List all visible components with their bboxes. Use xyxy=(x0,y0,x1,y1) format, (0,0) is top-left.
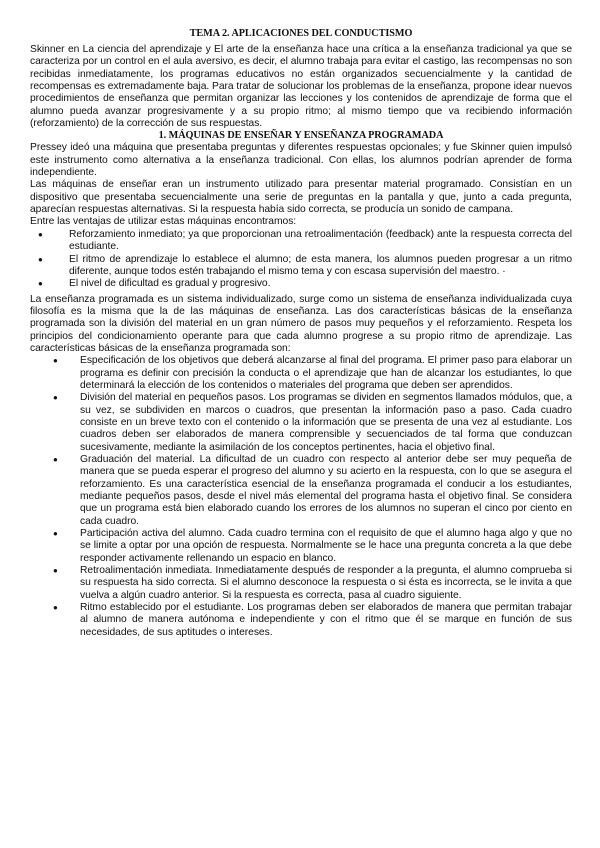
machines-paragraph: Las máquinas de enseñar eran un instrumento utilizado para presentar material programado. Consistían en un dispositivo que presentaba secuencialmente una serie de preguntas en la pantalla y que, junto a cada pregunta, aparecían respuestas alternativas. Si la respuesta había sido correcta, se producía un sonido de campana. xyxy=(30,179,572,216)
advantages-intro: Entre las ventajas de utilizar estas máquinas encontramos: xyxy=(30,216,297,228)
list-item: ● Reforzamiento inmediato; ya que proporcionan una retroalimentación (feedback) ante la respuesta correcta del estudiante. xyxy=(38,229,572,254)
intro-paragraph: Skinner en La ciencia del aprendizaje y El arte de la enseñanza hace una crítica a la enseñanza tradicional ya que se caracteriza por un control en el aula aversivo, es decir, el alumno trabaja para evitar el castigo, las recompensas no son recibidas inmediatamente, los programas educativos no están organizados secuencialmente y la cantidad de recompensas es extremadamente baja. Para tratar de solucionar los problemas de la enseñanza, propone idear nuevos procedimientos de enseñanza que permitan organizar las lecciones y los contenidos de aprendizaje de forma que el alumno pueda avanzar progresivamente y a su propio ritmo; al mismo tiempo que va recibiendo información (reforzamiento) de la corrección de sus respuestas. xyxy=(30,44,572,130)
list-item: ● Ritmo establecido por el estudiante. Los programas deben ser elaborados de manera que permitan trabajar al alumno de manera autónoma e independiente y con el ritmo que él se marque en función de sus necesidades, de sus aptitudes o intereses. xyxy=(53,602,572,639)
advantages-list xyxy=(30,229,572,291)
programmed-paragraph: La enseñanza programada es un sistema individualizado, surge como un sistema de enseñanza individualizada cuya filosofía es la misma que la de las máquinas de enseñanza. Las dos características básicas de la enseñanza programada son la división del material en un gran número de pasos muy pequeños y el reforzamiento. Respeta los principios del condicionamiento operante para que cada alumno progrese a su propio ritmo de aprendizaje. Las características básicas de la enseñanza programada son: xyxy=(30,293,572,354)
section-heading: 1. MÁQUINAS DE ENSEÑAR Y ENSEÑANZA PROGRAMADA xyxy=(158,130,444,142)
list-item: ● El nivel de dificultad es gradual y progresivo. xyxy=(38,278,572,290)
pressey-paragraph: Pressey ideó una máquina que presentaba preguntas y diferentes respuestas opcionales; y fue Skinner quien impulsó este instrumento como alternativa a la enseñanza tradicional. Con ellas, los alumnos podrían aprender de forma independiente. xyxy=(30,142,572,179)
document-page xyxy=(30,28,572,639)
list-item: ● División del material en pequeños pasos. Los programas se dividen en segmentos llamados módulos, que, a su vez, se subdividen en marcos o cuadros, que presentan la información paso a paso. Cada cuadro consiste en un breve texto con el contenido o la información que se presenta de una vez al estudiante. Los cuadros deben ser elaborados de manera comprensible y secuenciados de tal forma que conduzcan sucesivamente, mediante la asimilación de los conceptos pertinentes, hacia el objetivo final. xyxy=(53,392,572,454)
characteristics-list xyxy=(30,355,572,639)
list-item: ● Especificación de los objetivos que deberá alcanzarse al final del programa. El primer paso para elaborar un programa es definir con precisión la conducta o el aprendizaje que han de alcanzar los estudiantes, lo que determinará la elección de los contenidos o materiales del programa que deben ser aprendidos. xyxy=(53,355,572,392)
list-item: ● Retroalimentación inmediata. Inmediatamente después de responder a la pregunta, el alumno comprueba si su respuesta ha sido correcta. Si el alumno desconoce la respuesta o si ésta es incorrecta, se le invita a que vuelva a algún cuadro anterior. Si la respuesta es correcta, pasa al cuadro siguiente. xyxy=(53,565,572,602)
list-item: ● El ritmo de aprendizaje lo establece el alumno; de esta manera, los alumnos pueden progresar a un ritmo diferente, aunque todos estén trabajando el mismo tema y con escasa supervisión del maestro. · xyxy=(38,254,572,279)
page-title: TEMA 2. APLICACIONES DEL CONDUCTISMO xyxy=(189,28,413,39)
list-item: ● Participación activa del alumno. Cada cuadro termina con el requisito de que el alumno haga algo y que no se limite a optar por una opción de respuesta. Normalmente se le hace una pregunta concreta a la que debe responder activamente rellenando un espacio en blanco. xyxy=(53,528,572,565)
list-item: ● Graduación del material. La dificultad de un cuadro con respecto al anterior debe ser muy pequeña de manera que se pueda esperar el progreso del alumno y su acierto en la respuesta, con lo que se asegura el reforzamiento. Es una característica esencial de la enseñanza programada el conducir a los estudiantes, mediante pequeños pasos, desde el nivel más elemental del programa hasta el objetivo final. Se considera que un programa está bien elaborado cuando los errores de los alumnos no superan el cinco por ciento en cada cuadro. xyxy=(53,454,572,528)
